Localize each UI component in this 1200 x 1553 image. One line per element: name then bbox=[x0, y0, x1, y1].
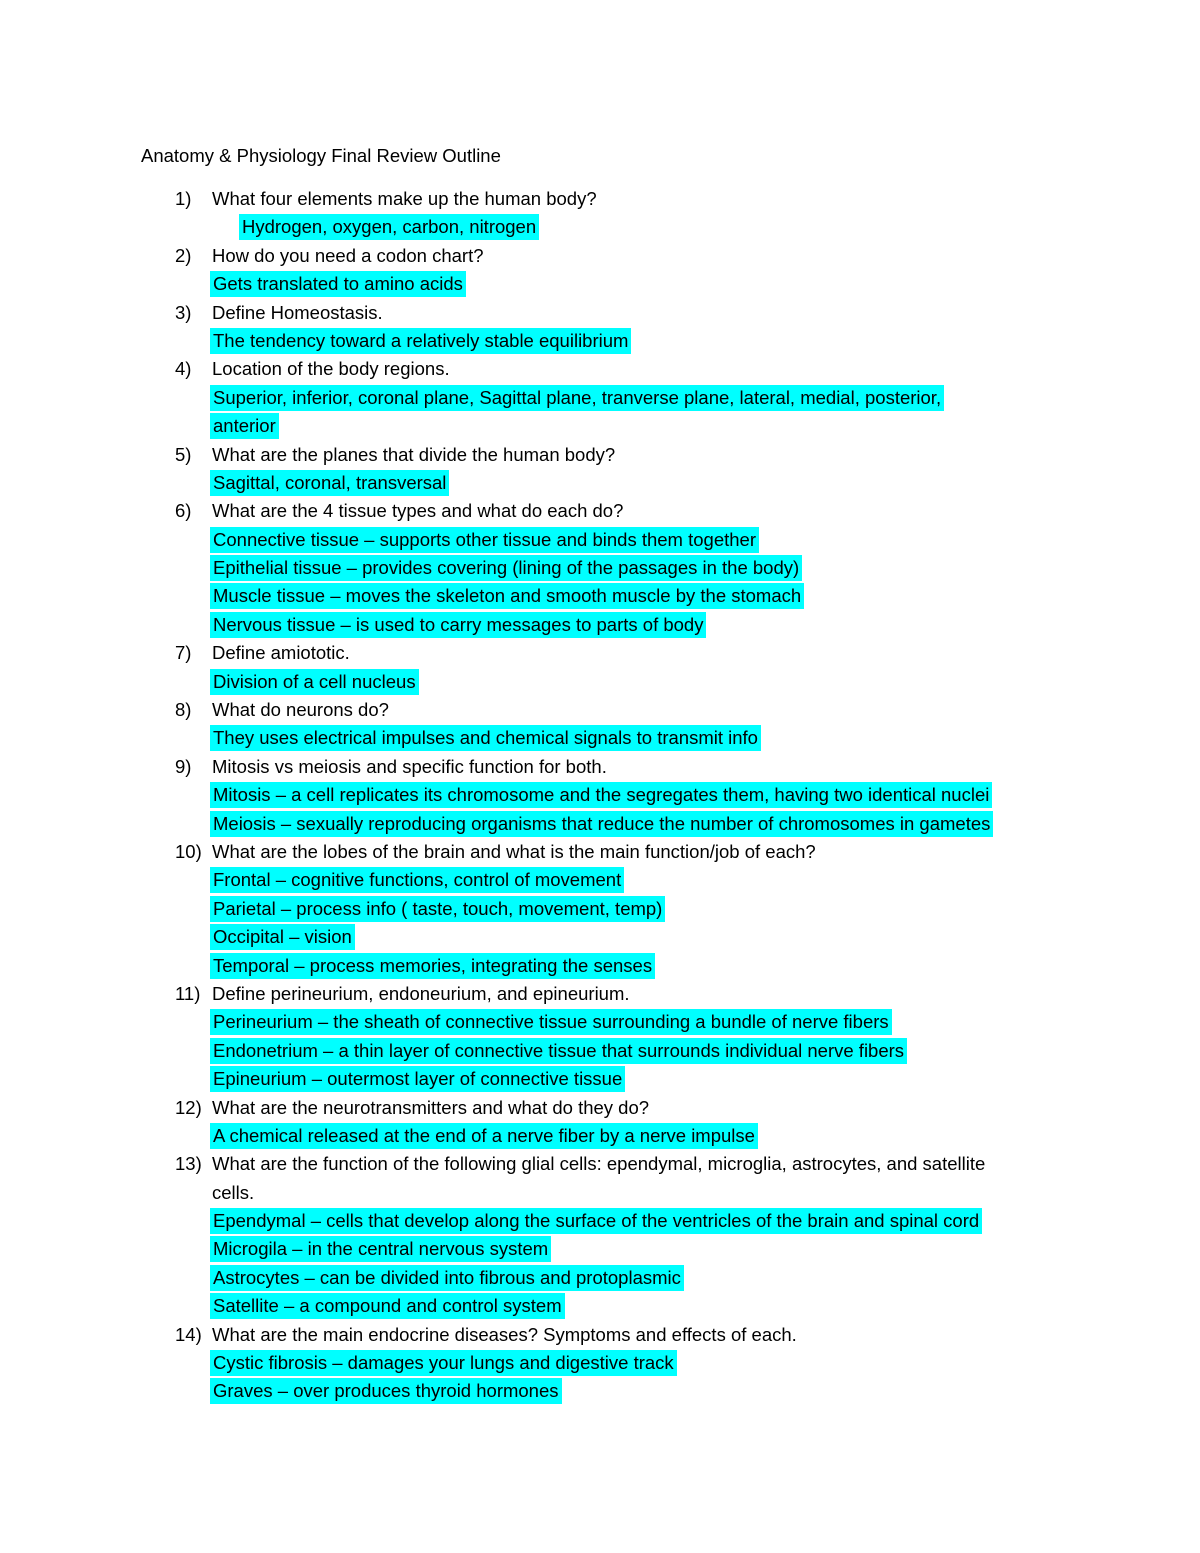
highlighted-answer: Epithelial tissue – provides covering (lining of the passages in the body) bbox=[210, 555, 802, 581]
question-line bbox=[0, 753, 1200, 781]
question-number: 2) bbox=[175, 244, 192, 266]
answer-line bbox=[0, 469, 1200, 497]
highlighted-answer: Division of a cell nucleus bbox=[210, 669, 419, 695]
highlighted-answer: Parietal – process info ( taste, touch, movement, temp) bbox=[210, 896, 665, 922]
answer-line bbox=[0, 270, 1200, 298]
question-line bbox=[0, 185, 1200, 213]
question-text: Define perineurium, endoneurium, and epineurium. bbox=[212, 982, 630, 1004]
answer-line bbox=[0, 1037, 1200, 1065]
question-number: 5) bbox=[175, 443, 192, 465]
answer-line bbox=[0, 412, 1200, 440]
question-line bbox=[0, 1179, 1200, 1207]
answer-line bbox=[0, 866, 1200, 894]
question-line bbox=[0, 1094, 1200, 1122]
question-text: What are the lobes of the brain and what is the main function/job of each? bbox=[212, 840, 816, 862]
question-item bbox=[0, 753, 1200, 838]
answer-line bbox=[0, 810, 1200, 838]
highlighted-answer: Frontal – cognitive functions, control of movement bbox=[210, 867, 624, 893]
answer-line bbox=[0, 668, 1200, 696]
answer-line bbox=[0, 1207, 1200, 1235]
question-line bbox=[0, 639, 1200, 667]
question-line bbox=[0, 1150, 1200, 1178]
answer-line bbox=[0, 582, 1200, 610]
answer-line bbox=[0, 1377, 1200, 1405]
question-number: 11) bbox=[175, 982, 201, 1004]
question-item bbox=[0, 1150, 1200, 1320]
question-line bbox=[0, 441, 1200, 469]
answer-line bbox=[0, 384, 1200, 412]
answer-line bbox=[0, 1349, 1200, 1377]
question-text: What are the main endocrine diseases? Symptoms and effects of each. bbox=[212, 1323, 797, 1345]
question-item bbox=[0, 299, 1200, 356]
question-line bbox=[0, 980, 1200, 1008]
question-item bbox=[0, 497, 1200, 639]
highlighted-answer: Connective tissue – supports other tissue and binds them together bbox=[210, 527, 759, 553]
highlighted-answer: Satellite – a compound and control system bbox=[210, 1293, 565, 1319]
question-item bbox=[0, 1094, 1200, 1151]
question-number: 1) bbox=[175, 188, 192, 209]
highlighted-answer: Meiosis – sexually reproducing organisms that reduce the number of chromosomes in gametes bbox=[210, 811, 993, 837]
question-item bbox=[0, 980, 1200, 1094]
question-line bbox=[0, 696, 1200, 724]
highlighted-answer: Mitosis – a cell replicates its chromosome and the segregates them, having two identical nuclei bbox=[210, 782, 992, 808]
question-number: 12) bbox=[175, 1096, 202, 1118]
highlighted-answer: They uses electrical impulses and chemical signals to transmit info bbox=[210, 725, 761, 751]
question-number: 13) bbox=[175, 1153, 202, 1175]
highlighted-answer: Graves – over produces thyroid hormones bbox=[210, 1378, 562, 1404]
highlighted-answer: Nervous tissue – is used to carry messages to parts of body bbox=[210, 612, 706, 638]
question-item bbox=[0, 441, 1200, 498]
answer-line bbox=[0, 213, 1200, 241]
highlighted-answer: Gets translated to amino acids bbox=[210, 271, 466, 297]
question-text: What four elements make up the human body? bbox=[212, 188, 597, 209]
question-line bbox=[0, 838, 1200, 866]
question-item bbox=[0, 355, 1200, 440]
question-text: Mitosis vs meiosis and specific function for both. bbox=[212, 755, 607, 777]
question-item bbox=[0, 1321, 1200, 1406]
highlighted-answer: Epineurium – outermost layer of connective tissue bbox=[210, 1066, 625, 1092]
highlighted-answer: Sagittal, coronal, transversal bbox=[210, 470, 449, 496]
highlighted-answer: Ependymal – cells that develop along the surface of the ventricles of the brain and spinal cord bbox=[210, 1208, 982, 1234]
question-item bbox=[0, 696, 1200, 753]
question-text: How do you need a codon chart? bbox=[212, 244, 484, 266]
highlighted-answer: Hydrogen, oxygen, carbon, nitrogen bbox=[239, 214, 539, 240]
answer-line bbox=[0, 1292, 1200, 1320]
highlighted-answer: Cystic fibrosis – damages your lungs and digestive track bbox=[210, 1350, 677, 1376]
highlighted-answer: Astrocytes – can be divided into fibrous and protoplasmic bbox=[210, 1265, 684, 1291]
answer-line bbox=[0, 895, 1200, 923]
question-item bbox=[0, 639, 1200, 696]
highlighted-answer: Perineurium – the sheath of connective tissue surrounding a bundle of nerve fibers bbox=[210, 1009, 892, 1035]
question-text: Location of the body regions. bbox=[212, 358, 450, 380]
question-line bbox=[0, 1321, 1200, 1349]
question-item bbox=[0, 838, 1200, 980]
question-text: What are the 4 tissue types and what do each do? bbox=[212, 500, 624, 522]
answer-line bbox=[0, 1065, 1200, 1093]
highlighted-answer: Superior, inferior, coronal plane, Sagittal plane, tranverse plane, lateral, medial, posterior, bbox=[210, 385, 944, 411]
highlighted-answer: Microgila – in the central nervous system bbox=[210, 1236, 551, 1262]
highlighted-answer: Endonetrium – a thin layer of connective tissue that surrounds individual nerve fibers bbox=[210, 1038, 907, 1064]
question-line bbox=[0, 497, 1200, 525]
question-number: 10) bbox=[175, 840, 202, 862]
answer-line bbox=[0, 526, 1200, 554]
question-number: 7) bbox=[175, 642, 192, 664]
question-text: What are the planes that divide the human body? bbox=[212, 443, 616, 465]
answer-line bbox=[0, 554, 1200, 582]
question-line bbox=[0, 299, 1200, 327]
question-line bbox=[0, 355, 1200, 383]
question-text: What do neurons do? bbox=[212, 699, 389, 721]
question-line bbox=[0, 242, 1200, 270]
question-text: What are the neurotransmitters and what do they do? bbox=[212, 1096, 650, 1118]
question-number: 8) bbox=[175, 699, 192, 721]
answer-line bbox=[0, 724, 1200, 752]
answer-line bbox=[0, 952, 1200, 980]
answer-line bbox=[0, 923, 1200, 951]
question-number: 6) bbox=[175, 500, 192, 522]
highlighted-answer: The tendency toward a relatively stable equilibrium bbox=[210, 328, 631, 354]
answer-line bbox=[0, 781, 1200, 809]
question-text: What are the function of the following glial cells: ependymal, microglia, astrocytes, and satellite bbox=[212, 1153, 986, 1175]
question-number: 14) bbox=[175, 1323, 202, 1345]
highlighted-answer: Occipital – vision bbox=[210, 924, 355, 950]
question-list bbox=[0, 185, 1200, 1406]
question-number: 3) bbox=[175, 301, 192, 323]
question-text: Define Homeostasis. bbox=[212, 301, 383, 323]
answer-line bbox=[0, 1264, 1200, 1292]
highlighted-answer: anterior bbox=[210, 413, 279, 439]
question-item bbox=[0, 185, 1200, 242]
document-title: Anatomy & Physiology Final Review Outline bbox=[141, 145, 501, 166]
answer-line bbox=[0, 327, 1200, 355]
answer-line bbox=[0, 1008, 1200, 1036]
answer-line bbox=[0, 611, 1200, 639]
answer-line bbox=[0, 1122, 1200, 1150]
question-number: 4) bbox=[175, 358, 192, 380]
highlighted-answer: Muscle tissue – moves the skeleton and smooth muscle by the stomach bbox=[210, 583, 804, 609]
highlighted-answer: Temporal – process memories, integrating the senses bbox=[210, 953, 655, 979]
question-number: 9) bbox=[175, 755, 192, 777]
highlighted-answer: A chemical released at the end of a nerve fiber by a nerve impulse bbox=[210, 1123, 758, 1149]
answer-line bbox=[0, 1235, 1200, 1263]
question-text: Define amiototic. bbox=[212, 642, 350, 664]
question-item bbox=[0, 242, 1200, 299]
question-text: cells. bbox=[212, 1181, 255, 1203]
